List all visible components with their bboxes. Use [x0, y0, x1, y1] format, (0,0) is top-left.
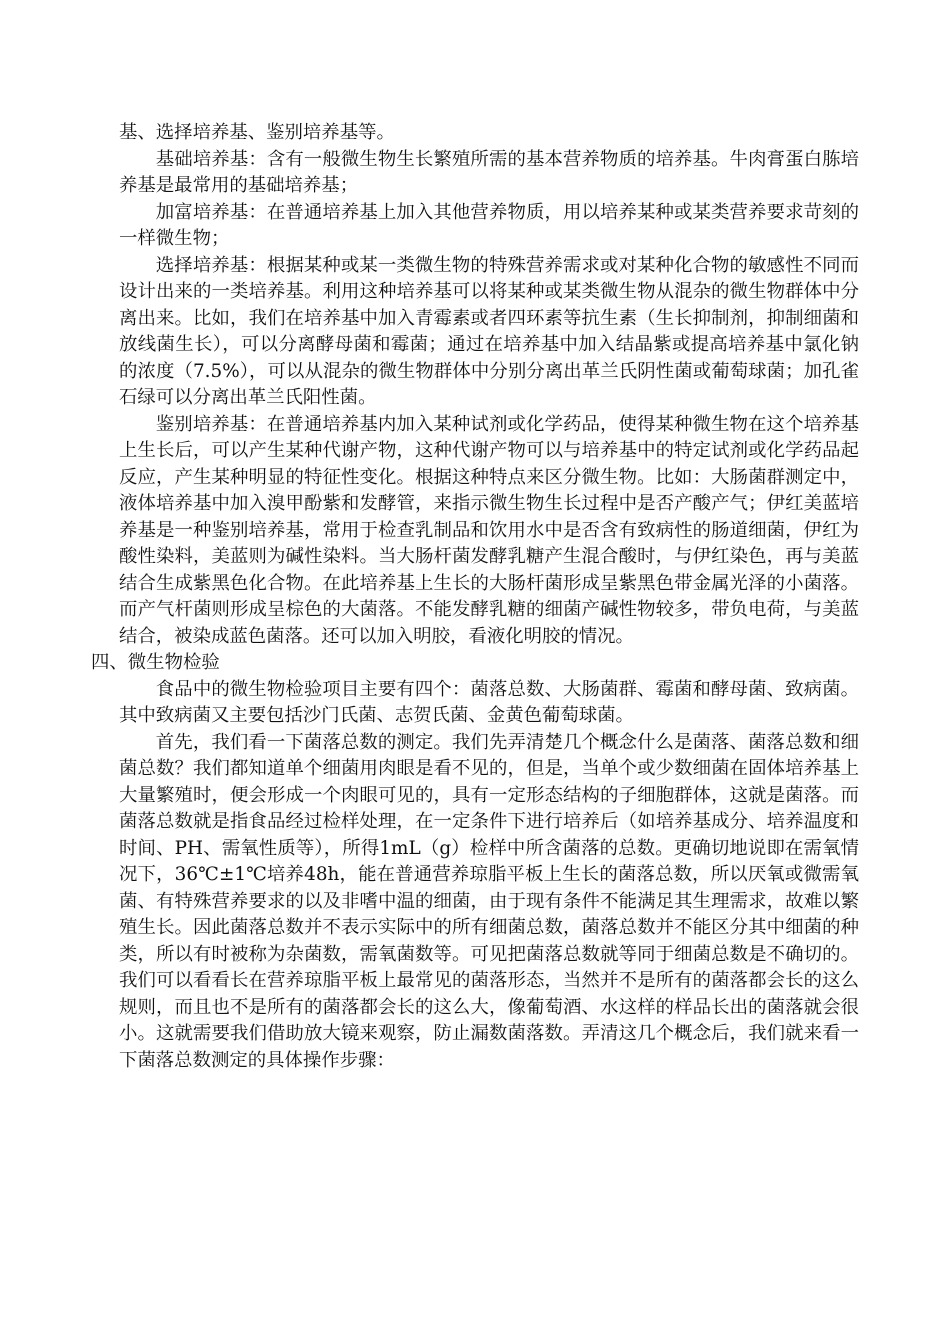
paragraph-selective-medium: 选择培养基：根据某种或某一类微生物的特殊营养需求或对某种化合物的敏感性不同而设计出来的一类培养基。利用这种培养基可以将某种或某类微生物从混杂的微生物群体中分离出来。比如，我们在培养基中加入青霉素或者四环素等抗生素（生长抑制剂，抑制细菌和放线菌生长），可以分离酵母菌和霉菌；通过在培养基中加入结晶紫或提高培养基中氯化钠的浓度（7.5%），可以从混杂的微生物群体中分别分离出革兰氏阴性菌或葡萄球菌；加孔雀石绿可以分离出革兰氏阳性菌。 — [119, 254, 859, 408]
paragraph-continuation: 基、选择培养基、鉴别培养基等。 — [119, 122, 395, 143]
paragraph-testing-items: 食品中的微生物检验项目主要有四个：菌落总数、大肠菌群、霉菌和酵母菌、致病菌。其中致病菌又主要包括沙门氏菌、志贺氏菌、金黄色葡萄球菌。 — [119, 678, 859, 726]
paragraph-basic-medium: 基础培养基：含有一般微生物生长繁殖所需的基本营养物质的培养基。牛肉膏蛋白胨培养基是最常用的基础培养基； — [119, 148, 859, 196]
document-body — [91, 120, 859, 1074]
section-heading-microbial-testing: 四、微生物检验 — [91, 652, 220, 673]
paragraph-enriched-medium: 加富培养基：在普通培养基上加入其他营养物质，用以培养某种或某类营养要求苛刻的一样微生物； — [119, 201, 859, 249]
paragraph-colony-count: 首先，我们看一下菌落总数的测定。我们先弄清楚几个概念什么是菌落、菌落总数和细菌总数？我们都知道单个细菌用肉眼是看不见的，但是，当单个或少数细菌在固体培养基上大量繁殖时，便会形成一个肉眼可见的，具有一定形态结构的子细胞群体，这就是菌落。而菌落总数就是指食品经过检样处理，在一定条件下进行培养后（如培养基成分、培养温度和时间、PH、需氧性质等），所得1mL（g）检样中所含菌落的总数。更确切地说即在需氧情况下，36℃±1℃培养48h，能在普通营养琼脂平板上生长的菌落总数，所以厌氧或微需氧菌、有特殊营养要求的以及非嗜中温的细菌，由于现有条件不能满足其生理需求，故难以繁殖生长。因此菌落总数并不表示实际中的所有细菌总数，菌落总数并不能区分其中细菌的种类，所以有时被称为杂菌数，需氧菌数等。可见把菌落总数就等同于细菌总数是不确切的。我们可以看看长在营养琼脂平板上最常见的菌落形态，当然并不是所有的菌落都会长的这么规则，而且也不是所有的菌落都会长的这么大，像葡萄酒、水这样的样品长出的菌落就会很小。这就需要我们借助放大镜来观察，防止漏数菌落数。弄清这几个概念后，我们就来看一下菌落总数测定的具体操作步骤： — [119, 731, 859, 1071]
paragraph-differential-medium: 鉴别培养基：在普通培养基内加入某种试剂或化学药品，使得某种微生物在这个培养基上生长后，可以产生某种代谢产物，这种代谢产物可以与培养基中的特定试剂或化学药品起反应，产生某种明显的特征性变化。根据这种特点来区分微生物。比如：大肠菌群测定中，液体培养基中加入溴甲酚紫和发酵管，来指示微生物生长过程中是否产酸产气；伊红美蓝培养基是一种鉴别培养基，常用于检查乳制品和饮用水中是否含有致病性的肠道细菌，伊红为酸性染料，美蓝则为碱性染料。当大肠杆菌发酵乳糖产生混合酸时，与伊红染色，再与美蓝结合生成紫黑色化合物。在此培养基上生长的大肠杆菌形成呈紫黑色带金属光泽的小菌落。而产气杆菌则形成呈棕色的大菌落。不能发酵乳糖的细菌产碱性物较多，带负电荷，与美蓝结合，被染成蓝色菌落。还可以加入明胶，看液化明胶的情况。 — [119, 413, 859, 647]
